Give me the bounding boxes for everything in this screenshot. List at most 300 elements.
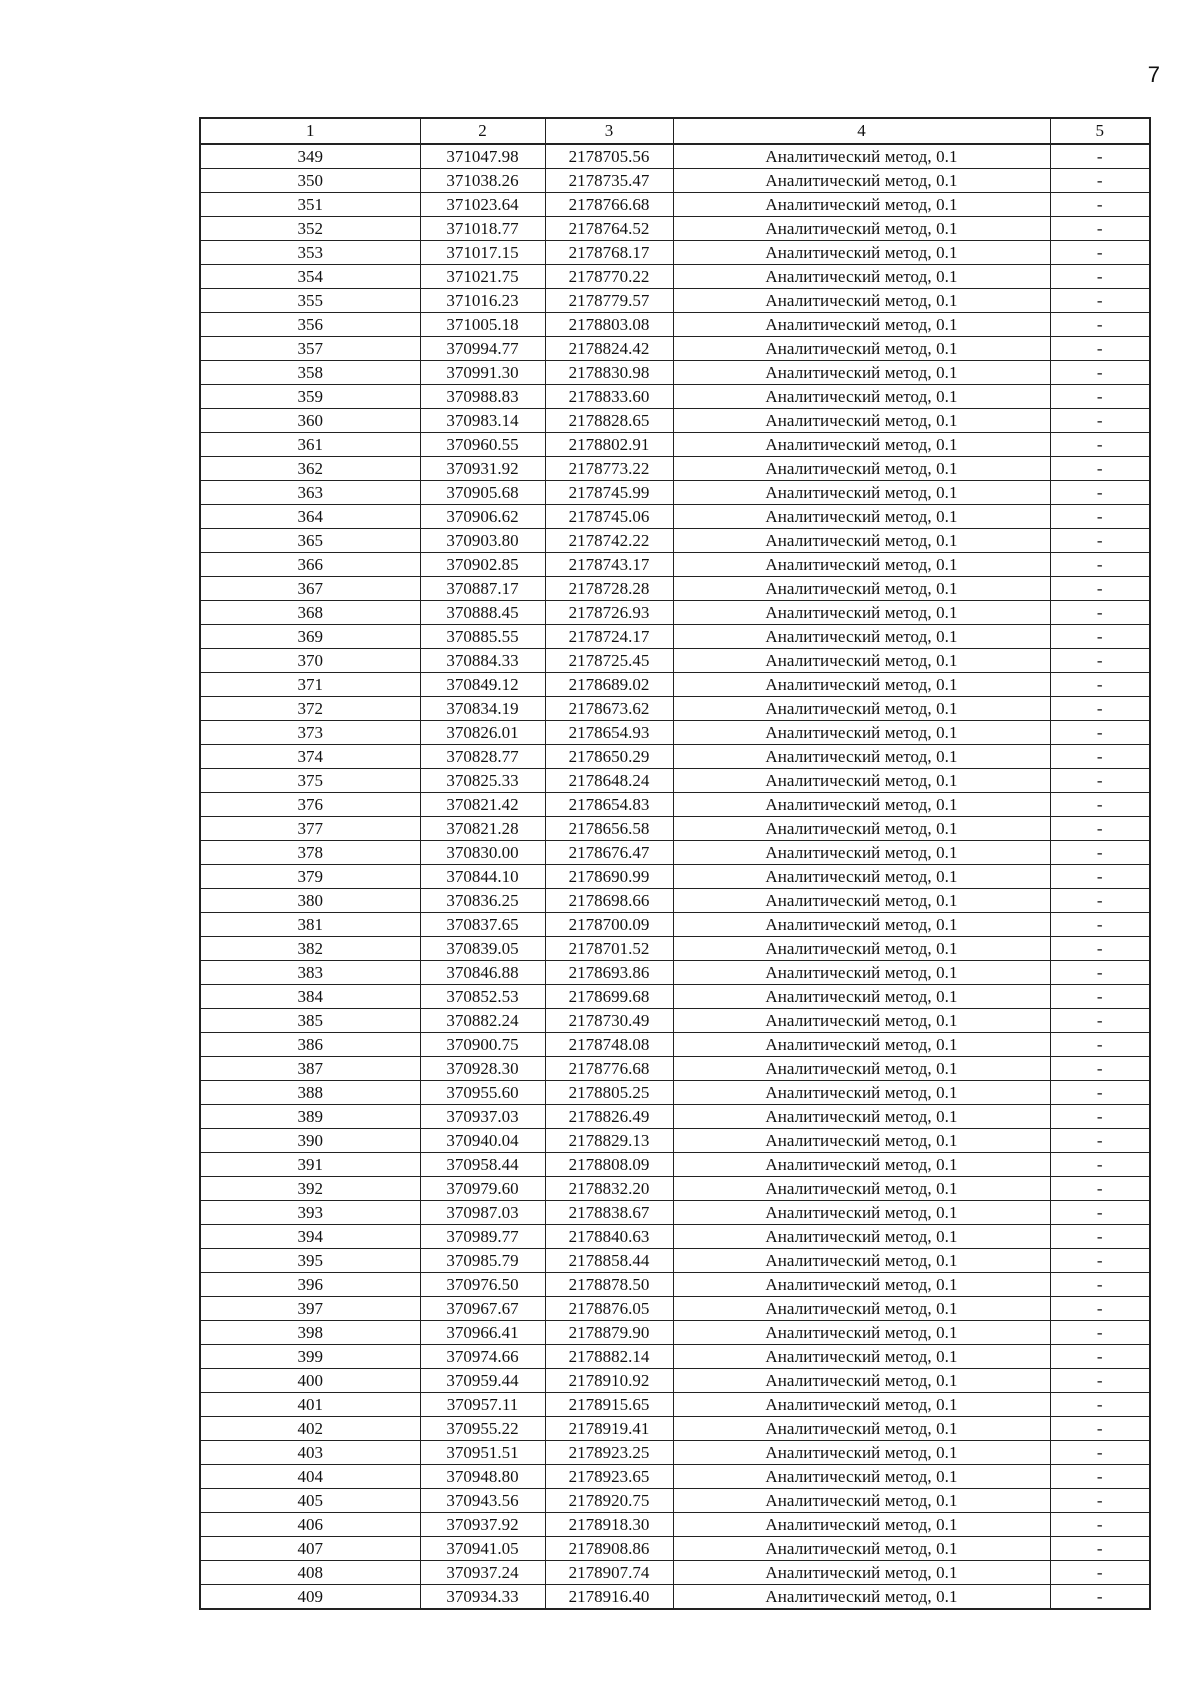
method-cell: Аналитический метод, 0.1 <box>673 433 1050 457</box>
method-cell: Аналитический метод, 0.1 <box>673 913 1050 937</box>
method-cell: Аналитический метод, 0.1 <box>673 673 1050 697</box>
point-number-cell: 394 <box>200 1225 420 1249</box>
y-coordinate-cell: 2178648.24 <box>545 769 673 793</box>
note-cell: - <box>1050 1057 1150 1081</box>
y-coordinate-cell: 2178690.99 <box>545 865 673 889</box>
x-coordinate-cell: 370983.14 <box>420 409 545 433</box>
table-row <box>200 1201 1150 1225</box>
y-coordinate-cell: 2178676.47 <box>545 841 673 865</box>
x-coordinate-cell: 370844.10 <box>420 865 545 889</box>
y-coordinate-cell: 2178725.45 <box>545 649 673 673</box>
x-coordinate-cell: 370887.17 <box>420 577 545 601</box>
table-row <box>200 697 1150 721</box>
method-cell: Аналитический метод, 0.1 <box>673 337 1050 361</box>
method-cell: Аналитический метод, 0.1 <box>673 217 1050 241</box>
note-cell: - <box>1050 457 1150 481</box>
table-row <box>200 1417 1150 1441</box>
table-row <box>200 985 1150 1009</box>
point-number-cell: 352 <box>200 217 420 241</box>
method-cell: Аналитический метод, 0.1 <box>673 1513 1050 1537</box>
point-number-cell: 372 <box>200 697 420 721</box>
method-cell: Аналитический метод, 0.1 <box>673 361 1050 385</box>
table-row <box>200 1489 1150 1513</box>
y-coordinate-cell: 2178833.60 <box>545 385 673 409</box>
note-cell: - <box>1050 505 1150 529</box>
point-number-cell: 403 <box>200 1441 420 1465</box>
note-cell: - <box>1050 1249 1150 1273</box>
y-coordinate-cell: 2178907.74 <box>545 1561 673 1585</box>
y-coordinate-cell: 2178745.99 <box>545 481 673 505</box>
point-number-cell: 390 <box>200 1129 420 1153</box>
y-coordinate-cell: 2178805.25 <box>545 1081 673 1105</box>
method-cell: Аналитический метод, 0.1 <box>673 409 1050 433</box>
point-number-cell: 370 <box>200 649 420 673</box>
table-row <box>200 769 1150 793</box>
y-coordinate-cell: 2178840.63 <box>545 1225 673 1249</box>
note-cell: - <box>1050 409 1150 433</box>
y-coordinate-cell: 2178802.91 <box>545 433 673 457</box>
x-coordinate-cell: 370834.19 <box>420 697 545 721</box>
y-coordinate-cell: 2178764.52 <box>545 217 673 241</box>
method-cell: Аналитический метод, 0.1 <box>673 1057 1050 1081</box>
y-coordinate-cell: 2178916.40 <box>545 1585 673 1610</box>
x-coordinate-cell: 370836.25 <box>420 889 545 913</box>
x-coordinate-cell: 370902.85 <box>420 553 545 577</box>
note-cell: - <box>1050 889 1150 913</box>
note-cell: - <box>1050 841 1150 865</box>
method-cell: Аналитический метод, 0.1 <box>673 1033 1050 1057</box>
table-row <box>200 745 1150 769</box>
point-number-cell: 409 <box>200 1585 420 1610</box>
x-coordinate-cell: 370931.92 <box>420 457 545 481</box>
y-coordinate-cell: 2178826.49 <box>545 1105 673 1129</box>
x-coordinate-cell: 370885.55 <box>420 625 545 649</box>
note-cell: - <box>1050 361 1150 385</box>
y-coordinate-cell: 2178693.86 <box>545 961 673 985</box>
method-cell: Аналитический метод, 0.1 <box>673 1177 1050 1201</box>
table-row <box>200 721 1150 745</box>
y-coordinate-cell: 2178735.47 <box>545 169 673 193</box>
point-number-cell: 376 <box>200 793 420 817</box>
x-coordinate-cell: 370948.80 <box>420 1465 545 1489</box>
point-number-cell: 378 <box>200 841 420 865</box>
table-row <box>200 169 1150 193</box>
method-cell: Аналитический метод, 0.1 <box>673 505 1050 529</box>
point-number-cell: 358 <box>200 361 420 385</box>
table-row <box>200 265 1150 289</box>
y-coordinate-cell: 2178838.67 <box>545 1201 673 1225</box>
note-cell: - <box>1050 601 1150 625</box>
x-coordinate-cell: 370828.77 <box>420 745 545 769</box>
y-coordinate-cell: 2178742.22 <box>545 529 673 553</box>
method-cell: Аналитический метод, 0.1 <box>673 289 1050 313</box>
note-cell: - <box>1050 385 1150 409</box>
point-number-cell: 349 <box>200 144 420 169</box>
note-cell: - <box>1050 1417 1150 1441</box>
point-number-cell: 407 <box>200 1537 420 1561</box>
x-coordinate-cell: 371021.75 <box>420 265 545 289</box>
y-coordinate-cell: 2178828.65 <box>545 409 673 433</box>
y-coordinate-cell: 2178728.28 <box>545 577 673 601</box>
point-number-cell: 369 <box>200 625 420 649</box>
note-cell: - <box>1050 1081 1150 1105</box>
point-number-cell: 381 <box>200 913 420 937</box>
note-cell: - <box>1050 313 1150 337</box>
table-row <box>200 1105 1150 1129</box>
note-cell: - <box>1050 144 1150 169</box>
x-coordinate-cell: 370955.60 <box>420 1081 545 1105</box>
table-row <box>200 1393 1150 1417</box>
point-number-cell: 360 <box>200 409 420 433</box>
method-cell: Аналитический метод, 0.1 <box>673 1105 1050 1129</box>
y-coordinate-cell: 2178730.49 <box>545 1009 673 1033</box>
point-number-cell: 371 <box>200 673 420 697</box>
point-number-cell: 365 <box>200 529 420 553</box>
column-header-5: 5 <box>1050 118 1150 144</box>
method-cell: Аналитический метод, 0.1 <box>673 1441 1050 1465</box>
x-coordinate-cell: 370940.04 <box>420 1129 545 1153</box>
x-coordinate-cell: 370979.60 <box>420 1177 545 1201</box>
table-row <box>200 1369 1150 1393</box>
note-cell: - <box>1050 169 1150 193</box>
point-number-cell: 389 <box>200 1105 420 1129</box>
x-coordinate-cell: 371005.18 <box>420 313 545 337</box>
method-cell: Аналитический метод, 0.1 <box>673 169 1050 193</box>
x-coordinate-cell: 370937.24 <box>420 1561 545 1585</box>
note-cell: - <box>1050 961 1150 985</box>
x-coordinate-cell: 370821.42 <box>420 793 545 817</box>
x-coordinate-cell: 370987.03 <box>420 1201 545 1225</box>
point-number-cell: 379 <box>200 865 420 889</box>
method-cell: Аналитический метод, 0.1 <box>673 1561 1050 1585</box>
y-coordinate-cell: 2178768.17 <box>545 241 673 265</box>
x-coordinate-cell: 370934.33 <box>420 1585 545 1610</box>
table-row <box>200 1321 1150 1345</box>
method-cell: Аналитический метод, 0.1 <box>673 961 1050 985</box>
table-row <box>200 601 1150 625</box>
point-number-cell: 353 <box>200 241 420 265</box>
x-coordinate-cell: 370994.77 <box>420 337 545 361</box>
y-coordinate-cell: 2178829.13 <box>545 1129 673 1153</box>
x-coordinate-cell: 371038.26 <box>420 169 545 193</box>
note-cell: - <box>1050 481 1150 505</box>
note-cell: - <box>1050 985 1150 1009</box>
note-cell: - <box>1050 745 1150 769</box>
x-coordinate-cell: 370837.65 <box>420 913 545 937</box>
method-cell: Аналитический метод, 0.1 <box>673 865 1050 889</box>
method-cell: Аналитический метод, 0.1 <box>673 1345 1050 1369</box>
table-row <box>200 865 1150 889</box>
y-coordinate-cell: 2178803.08 <box>545 313 673 337</box>
table-header-row <box>200 118 1150 144</box>
point-number-cell: 354 <box>200 265 420 289</box>
x-coordinate-cell: 370884.33 <box>420 649 545 673</box>
x-coordinate-cell: 370959.44 <box>420 1369 545 1393</box>
point-number-cell: 377 <box>200 817 420 841</box>
method-cell: Аналитический метод, 0.1 <box>673 457 1050 481</box>
x-coordinate-cell: 370937.03 <box>420 1105 545 1129</box>
note-cell: - <box>1050 1585 1150 1610</box>
x-coordinate-cell: 370989.77 <box>420 1225 545 1249</box>
x-coordinate-cell: 370839.05 <box>420 937 545 961</box>
note-cell: - <box>1050 1033 1150 1057</box>
point-number-cell: 356 <box>200 313 420 337</box>
table-row <box>200 1537 1150 1561</box>
y-coordinate-cell: 2178699.68 <box>545 985 673 1009</box>
note-cell: - <box>1050 1273 1150 1297</box>
note-cell: - <box>1050 673 1150 697</box>
y-coordinate-cell: 2178698.66 <box>545 889 673 913</box>
method-cell: Аналитический метод, 0.1 <box>673 841 1050 865</box>
table-row <box>200 1129 1150 1153</box>
column-header-4: 4 <box>673 118 1050 144</box>
method-cell: Аналитический метод, 0.1 <box>673 625 1050 649</box>
method-cell: Аналитический метод, 0.1 <box>673 1201 1050 1225</box>
method-cell: Аналитический метод, 0.1 <box>673 1273 1050 1297</box>
x-coordinate-cell: 370966.41 <box>420 1321 545 1345</box>
table-row <box>200 1249 1150 1273</box>
point-number-cell: 385 <box>200 1009 420 1033</box>
table-row <box>200 1057 1150 1081</box>
x-coordinate-cell: 370967.67 <box>420 1297 545 1321</box>
y-coordinate-cell: 2178650.29 <box>545 745 673 769</box>
point-number-cell: 398 <box>200 1321 420 1345</box>
point-number-cell: 359 <box>200 385 420 409</box>
method-cell: Аналитический метод, 0.1 <box>673 385 1050 409</box>
table-row <box>200 841 1150 865</box>
method-cell: Аналитический метод, 0.1 <box>673 481 1050 505</box>
table-row <box>200 1081 1150 1105</box>
x-coordinate-cell: 370941.05 <box>420 1537 545 1561</box>
point-number-cell: 400 <box>200 1369 420 1393</box>
table-row <box>200 1033 1150 1057</box>
column-header-1: 1 <box>200 118 420 144</box>
y-coordinate-cell: 2178689.02 <box>545 673 673 697</box>
table-row <box>200 1345 1150 1369</box>
method-cell: Аналитический метод, 0.1 <box>673 193 1050 217</box>
table-row <box>200 793 1150 817</box>
x-coordinate-cell: 371016.23 <box>420 289 545 313</box>
point-number-cell: 350 <box>200 169 420 193</box>
point-number-cell: 402 <box>200 1417 420 1441</box>
y-coordinate-cell: 2178724.17 <box>545 625 673 649</box>
method-cell: Аналитический метод, 0.1 <box>673 1321 1050 1345</box>
y-coordinate-cell: 2178743.17 <box>545 553 673 577</box>
table-row <box>200 409 1150 433</box>
note-cell: - <box>1050 1441 1150 1465</box>
y-coordinate-cell: 2178908.86 <box>545 1537 673 1561</box>
method-cell: Аналитический метод, 0.1 <box>673 793 1050 817</box>
method-cell: Аналитический метод, 0.1 <box>673 1417 1050 1441</box>
table-row <box>200 1009 1150 1033</box>
y-coordinate-cell: 2178879.90 <box>545 1321 673 1345</box>
table-row <box>200 553 1150 577</box>
table-row <box>200 505 1150 529</box>
y-coordinate-cell: 2178776.68 <box>545 1057 673 1081</box>
point-number-cell: 380 <box>200 889 420 913</box>
x-coordinate-cell: 370960.55 <box>420 433 545 457</box>
x-coordinate-cell: 370905.68 <box>420 481 545 505</box>
note-cell: - <box>1050 1369 1150 1393</box>
point-number-cell: 406 <box>200 1513 420 1537</box>
y-coordinate-cell: 2178923.25 <box>545 1441 673 1465</box>
y-coordinate-cell: 2178808.09 <box>545 1153 673 1177</box>
point-number-cell: 357 <box>200 337 420 361</box>
table-row <box>200 649 1150 673</box>
table-row <box>200 1561 1150 1585</box>
table-row <box>200 144 1150 169</box>
note-cell: - <box>1050 913 1150 937</box>
y-coordinate-cell: 2178910.92 <box>545 1369 673 1393</box>
table-row <box>200 289 1150 313</box>
table-row <box>200 217 1150 241</box>
point-number-cell: 386 <box>200 1033 420 1057</box>
y-coordinate-cell: 2178770.22 <box>545 265 673 289</box>
table-row <box>200 193 1150 217</box>
y-coordinate-cell: 2178918.30 <box>545 1513 673 1537</box>
point-number-cell: 382 <box>200 937 420 961</box>
y-coordinate-cell: 2178923.65 <box>545 1465 673 1489</box>
note-cell: - <box>1050 817 1150 841</box>
method-cell: Аналитический метод, 0.1 <box>673 1225 1050 1249</box>
note-cell: - <box>1050 793 1150 817</box>
y-coordinate-cell: 2178654.93 <box>545 721 673 745</box>
x-coordinate-cell: 370928.30 <box>420 1057 545 1081</box>
note-cell: - <box>1050 217 1150 241</box>
point-number-cell: 383 <box>200 961 420 985</box>
table-row <box>200 1225 1150 1249</box>
table-row <box>200 433 1150 457</box>
note-cell: - <box>1050 1105 1150 1129</box>
y-coordinate-cell: 2178701.52 <box>545 937 673 961</box>
method-cell: Аналитический метод, 0.1 <box>673 697 1050 721</box>
x-coordinate-cell: 370830.00 <box>420 841 545 865</box>
method-cell: Аналитический метод, 0.1 <box>673 1081 1050 1105</box>
method-cell: Аналитический метод, 0.1 <box>673 889 1050 913</box>
note-cell: - <box>1050 241 1150 265</box>
point-number-cell: 391 <box>200 1153 420 1177</box>
table-row <box>200 1585 1150 1610</box>
x-coordinate-cell: 370888.45 <box>420 601 545 625</box>
note-cell: - <box>1050 1537 1150 1561</box>
x-coordinate-cell: 370826.01 <box>420 721 545 745</box>
method-cell: Аналитический метод, 0.1 <box>673 529 1050 553</box>
point-number-cell: 405 <box>200 1489 420 1513</box>
method-cell: Аналитический метод, 0.1 <box>673 937 1050 961</box>
method-cell: Аналитический метод, 0.1 <box>673 745 1050 769</box>
point-number-cell: 374 <box>200 745 420 769</box>
y-coordinate-cell: 2178656.58 <box>545 817 673 841</box>
table-row <box>200 313 1150 337</box>
method-cell: Аналитический метод, 0.1 <box>673 1249 1050 1273</box>
table-row <box>200 1441 1150 1465</box>
x-coordinate-cell: 370821.28 <box>420 817 545 841</box>
method-cell: Аналитический метод, 0.1 <box>673 1153 1050 1177</box>
point-number-cell: 395 <box>200 1249 420 1273</box>
note-cell: - <box>1050 1561 1150 1585</box>
note-cell: - <box>1050 1513 1150 1537</box>
y-coordinate-cell: 2178830.98 <box>545 361 673 385</box>
table-row <box>200 337 1150 361</box>
table-row <box>200 1177 1150 1201</box>
note-cell: - <box>1050 1225 1150 1249</box>
table-row <box>200 1465 1150 1489</box>
x-coordinate-cell: 370900.75 <box>420 1033 545 1057</box>
note-cell: - <box>1050 1345 1150 1369</box>
note-cell: - <box>1050 289 1150 313</box>
point-number-cell: 384 <box>200 985 420 1009</box>
coordinates-table-body <box>200 118 1150 1609</box>
point-number-cell: 361 <box>200 433 420 457</box>
point-number-cell: 404 <box>200 1465 420 1489</box>
point-number-cell: 388 <box>200 1081 420 1105</box>
table-row <box>200 481 1150 505</box>
note-cell: - <box>1050 577 1150 601</box>
table-row <box>200 961 1150 985</box>
note-cell: - <box>1050 529 1150 553</box>
point-number-cell: 363 <box>200 481 420 505</box>
note-cell: - <box>1050 1153 1150 1177</box>
table-row <box>200 937 1150 961</box>
note-cell: - <box>1050 1393 1150 1417</box>
y-coordinate-cell: 2178700.09 <box>545 913 673 937</box>
x-coordinate-cell: 370951.51 <box>420 1441 545 1465</box>
note-cell: - <box>1050 1465 1150 1489</box>
y-coordinate-cell: 2178858.44 <box>545 1249 673 1273</box>
point-number-cell: 362 <box>200 457 420 481</box>
note-cell: - <box>1050 433 1150 457</box>
method-cell: Аналитический метод, 0.1 <box>673 1537 1050 1561</box>
note-cell: - <box>1050 265 1150 289</box>
x-coordinate-cell: 370852.53 <box>420 985 545 1009</box>
method-cell: Аналитический метод, 0.1 <box>673 1585 1050 1610</box>
x-coordinate-cell: 370955.22 <box>420 1417 545 1441</box>
table-row <box>200 673 1150 697</box>
y-coordinate-cell: 2178876.05 <box>545 1297 673 1321</box>
y-coordinate-cell: 2178745.06 <box>545 505 673 529</box>
method-cell: Аналитический метод, 0.1 <box>673 649 1050 673</box>
x-coordinate-cell: 371047.98 <box>420 144 545 169</box>
note-cell: - <box>1050 1129 1150 1153</box>
point-number-cell: 351 <box>200 193 420 217</box>
x-coordinate-cell: 370882.24 <box>420 1009 545 1033</box>
method-cell: Аналитический метод, 0.1 <box>673 1465 1050 1489</box>
point-number-cell: 399 <box>200 1345 420 1369</box>
note-cell: - <box>1050 865 1150 889</box>
point-number-cell: 387 <box>200 1057 420 1081</box>
table-row <box>200 457 1150 481</box>
y-coordinate-cell: 2178878.50 <box>545 1273 673 1297</box>
point-number-cell: 393 <box>200 1201 420 1225</box>
note-cell: - <box>1050 697 1150 721</box>
point-number-cell: 392 <box>200 1177 420 1201</box>
y-coordinate-cell: 2178915.65 <box>545 1393 673 1417</box>
point-number-cell: 408 <box>200 1561 420 1585</box>
method-cell: Аналитический метод, 0.1 <box>673 313 1050 337</box>
note-cell: - <box>1050 1009 1150 1033</box>
y-coordinate-cell: 2178773.22 <box>545 457 673 481</box>
y-coordinate-cell: 2178748.08 <box>545 1033 673 1057</box>
x-coordinate-cell: 370958.44 <box>420 1153 545 1177</box>
y-coordinate-cell: 2178882.14 <box>545 1345 673 1369</box>
x-coordinate-cell: 370825.33 <box>420 769 545 793</box>
table-row <box>200 1153 1150 1177</box>
method-cell: Аналитический метод, 0.1 <box>673 1009 1050 1033</box>
x-coordinate-cell: 370849.12 <box>420 673 545 697</box>
method-cell: Аналитический метод, 0.1 <box>673 601 1050 625</box>
point-number-cell: 364 <box>200 505 420 529</box>
table-row <box>200 1273 1150 1297</box>
